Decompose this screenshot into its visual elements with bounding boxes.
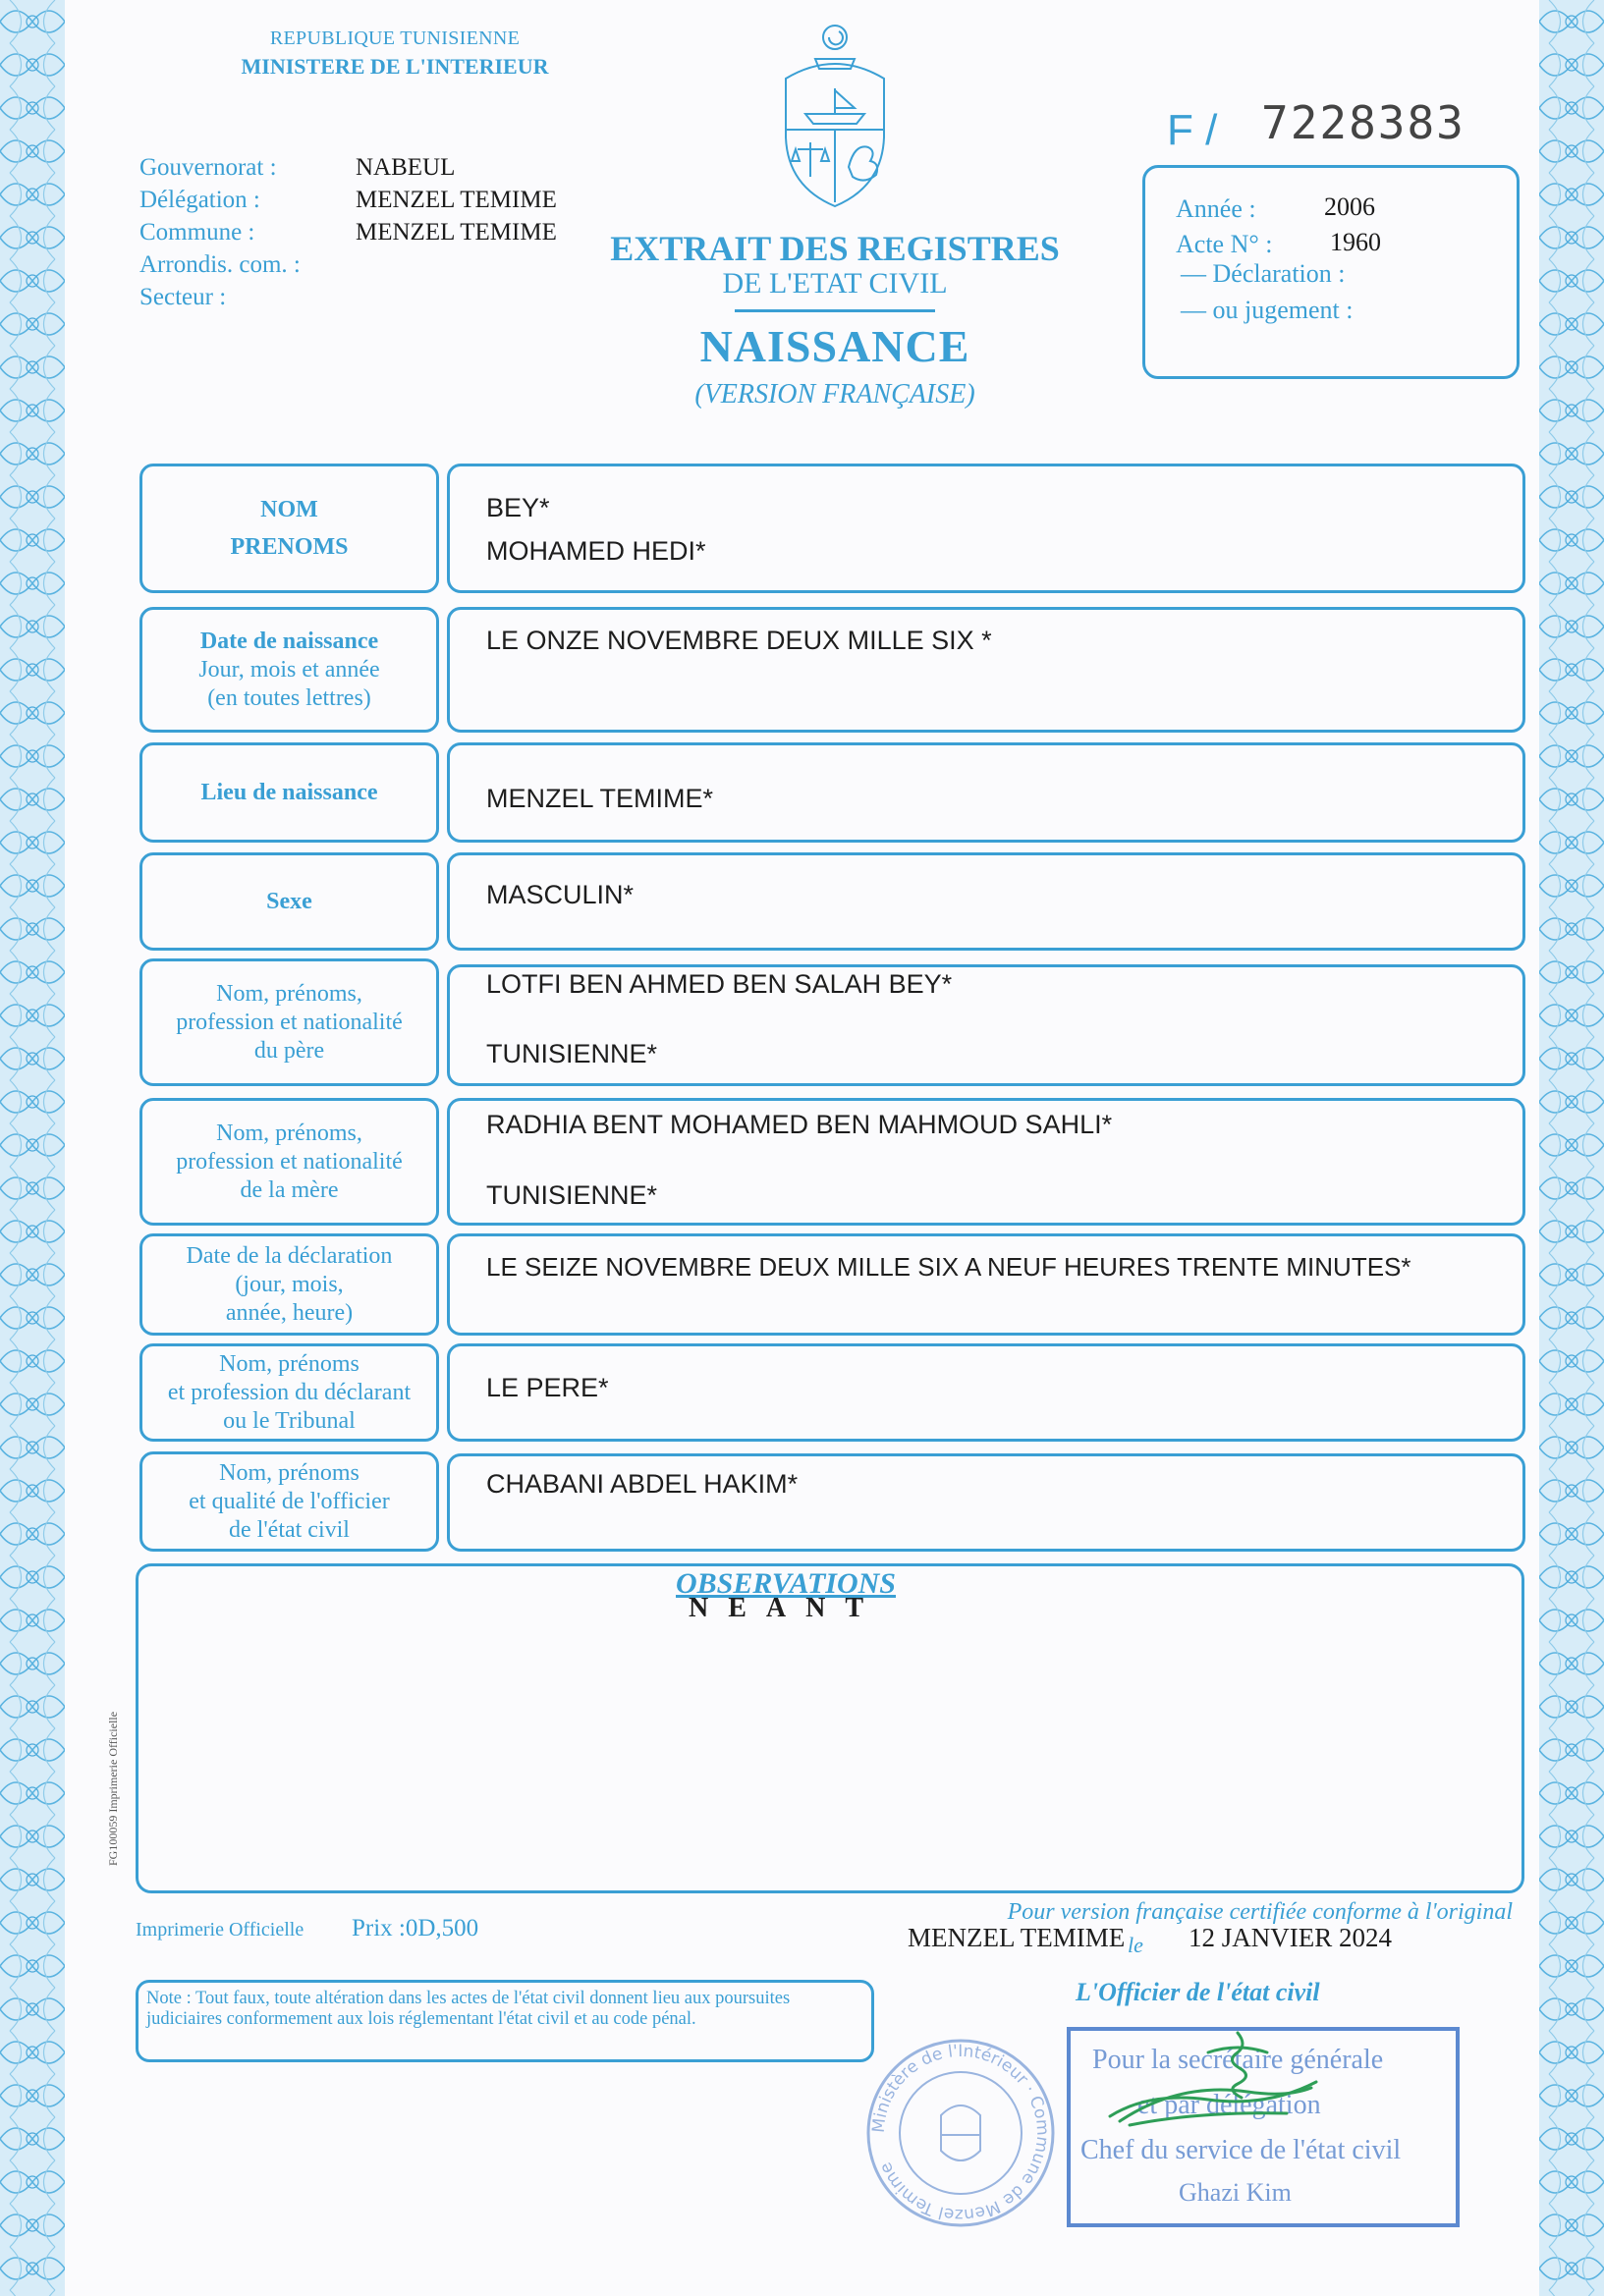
title-divider [735, 309, 935, 312]
left-guilloche-border [0, 0, 65, 2296]
stamp-line-4: Ghazi Kim [1179, 2178, 1292, 2207]
issue-date: 12 JANVIER 2024 [1189, 1923, 1392, 1952]
nom-prenoms-label-cell [139, 464, 439, 593]
republic-label: REPUBLIQUE TUNISIENNE [269, 27, 521, 49]
lieu-naissance-label: Lieu de naissance [200, 779, 378, 805]
declaration-label-line-1: Date de la déclaration [186, 1242, 393, 1269]
date-naissance-label-cell [139, 607, 439, 733]
nom-label: NOM [260, 497, 318, 522]
declarant-value: LE PERE* [486, 1373, 609, 1402]
ministry-label: MINISTERE DE L'INTERIEUR [241, 54, 549, 79]
serial-prefix: F / [1167, 106, 1218, 154]
legal-note: Note : Tout faux, toute altération dans les actes de l'état civil donnent lieu aux poursuites judiciaires conformement aux lois réglementant l'état civil et au code pénal. [136, 1980, 874, 2062]
declaration-label-line-2: (jour, mois, [235, 1271, 344, 1297]
date-naissance-value: LE ONZE NOVEMBRE DEUX MILLE SIX * [486, 626, 992, 655]
price [352, 1915, 478, 1942]
officier-label-line-2: et qualité de l'officier [189, 1488, 390, 1514]
document-title: EXTRAIT DES REGISTRES [610, 229, 1060, 268]
tunisia-coat-of-arms-icon [766, 20, 904, 216]
issue-le-label: le [1128, 1933, 1143, 1957]
sexe-label-cell [139, 852, 439, 951]
declaration-value-cell [447, 1233, 1525, 1336]
officer-signature-icon [1090, 2023, 1326, 2141]
pere-nationality-value: TUNISIENNE* [486, 1039, 658, 1068]
municipal-round-stamp-icon [864, 2037, 1057, 2229]
mere-label-line-2: profession et nationalité [176, 1148, 403, 1175]
delegation-value: MENZEL TEMIME [356, 187, 557, 213]
acte-number-value: 1960 [1330, 228, 1381, 256]
price-label: Prix : [352, 1915, 406, 1941]
date-naissance-sublabel-2: (en toutes lettres) [207, 684, 371, 711]
issue-place: MENZEL TEMIME [908, 1923, 1126, 1952]
stamp-line-1: Pour la secrétaire générale [1092, 2045, 1384, 2075]
round-stamp-text: Ministère de l'Intérieur · Commune de Menzel Temime [868, 2041, 1053, 2225]
gouvernorat-value: NABEUL [356, 154, 456, 181]
officer-title: L'Officier de l'état civil [1076, 1978, 1320, 2006]
mere-label-line-1: Nom, prénoms, [216, 1120, 362, 1146]
admin-labels [139, 151, 301, 313]
nom-value: BEY* [486, 493, 550, 522]
pere-label-cell [139, 958, 439, 1086]
mere-label-line-3: de la mère [240, 1176, 339, 1203]
pere-name-value: LOTFI BEN AHMED BEN SALAH BEY* [486, 969, 953, 999]
stamp-line-2: et par délégation [1137, 2090, 1321, 2120]
sexe-value: MASCULIN* [486, 880, 635, 909]
mere-label-cell [139, 1098, 439, 1226]
ministry-header [218, 27, 572, 80]
nom-prenoms-value-cell [447, 464, 1525, 593]
prenoms-label: PRENOMS [230, 534, 349, 560]
declarant-label-line-1: Nom, prénoms [219, 1350, 360, 1377]
date-naissance-label: Date de naissance [199, 628, 379, 654]
observations-title: OBSERVATIONS [676, 1567, 896, 1600]
right-guilloche-border [1539, 0, 1604, 2296]
serial-number: 7228383 [1261, 96, 1466, 149]
officier-label-cell [139, 1451, 439, 1552]
gouvernorat-label: Gouvernorat : [139, 154, 277, 181]
version-label: (VERSION FRANÇAISE) [694, 379, 975, 410]
mere-nationality-value: TUNISIENNE* [486, 1180, 658, 1210]
annee-value: 2006 [1324, 192, 1375, 221]
observations-value: NEANT [688, 1593, 883, 1623]
pere-label-line-3: du père [253, 1037, 325, 1064]
sexe-label: Sexe [266, 888, 312, 914]
officier-value: CHABANI ABDEL HAKIM* [486, 1469, 799, 1499]
price-value: 0D,500 [405, 1915, 479, 1941]
lieu-naissance-value: MENZEL TEMIME* [486, 784, 714, 813]
declaration-label: — Déclaration : [1181, 259, 1346, 288]
acte-number-label: Acte N° : [1176, 230, 1273, 258]
printer-label: Imprimerie Officielle [136, 1919, 304, 1941]
secteur-label: Secteur : [139, 284, 227, 310]
arrondissement-label: Arrondis. com. : [139, 251, 301, 278]
delegation-label: Délégation : [139, 187, 260, 213]
prenoms-value: MOHAMED HEDI* [486, 536, 706, 566]
jugement-label: — ou jugement : [1181, 296, 1354, 324]
declarant-label-line-3: ou le Tribunal [223, 1407, 356, 1434]
mere-name-value: RADHIA BENT MOHAMED BEN MAHMOUD SAHLI* [486, 1110, 1113, 1139]
declaration-label-cell [139, 1233, 439, 1336]
act-type-title: NAISSANCE [699, 321, 970, 371]
declaration-value: LE SEIZE NOVEMBRE DEUX MILLE SIX A NEUF HEURES TRENTE MINUTES* [486, 1252, 1411, 1282]
certification-text: Pour version française certifiée conforme à l'original [1007, 1899, 1513, 1925]
commune-label: Commune : [139, 219, 255, 246]
lieu-label-cell [139, 742, 439, 843]
declarant-label-cell [139, 1343, 439, 1442]
document-subtitle: DE L'ETAT CIVIL [722, 267, 948, 300]
officier-label-line-1: Nom, prénoms [219, 1459, 360, 1486]
printer-code-vertical: FG100059 Imprimerie Officielle [106, 1711, 120, 1866]
pere-label-line-2: profession et nationalité [176, 1009, 403, 1035]
stamp-line-3: Chef du service de l'état civil [1080, 2135, 1402, 2165]
officier-value-cell [447, 1453, 1525, 1552]
commune-value: MENZEL TEMIME [356, 219, 557, 246]
admin-values [356, 151, 557, 248]
date-naissance-sublabel-1: Jour, mois et année [198, 656, 380, 683]
pere-label-line-1: Nom, prénoms, [216, 980, 362, 1007]
officier-label-line-3: de l'état civil [229, 1516, 350, 1543]
declarant-label-line-2: et profession du déclarant [167, 1379, 412, 1405]
annee-label: Année : [1176, 194, 1256, 223]
declaration-label-line-3: année, heure) [225, 1299, 354, 1326]
